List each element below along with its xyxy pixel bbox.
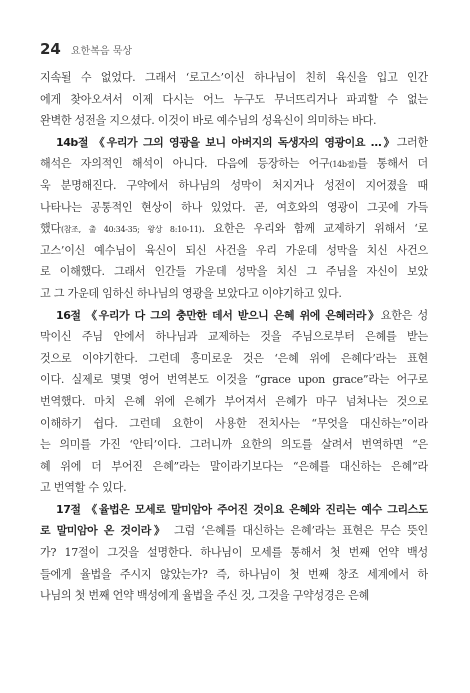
paragraph-p1: [40, 67, 428, 132]
running-head: [40, 40, 132, 62]
text-run: 요한은 성: [380, 308, 428, 322]
text-line: [40, 153, 428, 175]
text-run: 나타나는 공통적인 현상이 하나 있었다. 곧, 여호와의 영광이 그곳에 가득: [40, 200, 428, 214]
text-run: 고 그 가운데 임하신 하나님의 영광을 보았다고 이야기하고 있다.: [40, 286, 342, 300]
text-line: [40, 175, 428, 197]
text-run: 것으로 이야기한다. 그런데 흥미로운 것은 ‘은혜 위에 은혜다’라는 표현: [40, 351, 428, 365]
text-run: . 요한은 우리와 함께 교제하기 위해서 ‘로: [201, 222, 428, 236]
text-run: 가? 17절이 그것을 설명한다. 하나님이 모세를 통해서 첫 번째 언약 백성: [40, 546, 428, 560]
verse-heading: 로 말미암아 온 것이라》: [40, 524, 168, 538]
text-line: [40, 67, 428, 89]
text-line: [40, 261, 428, 283]
text-run: 고스’이신 예수님이 육신이 되신 사건을 우리 가운데 성막을 치신 사건으: [40, 243, 428, 257]
text-line: [40, 477, 428, 499]
body-text: [40, 67, 428, 607]
verse-heading: 14b절: [56, 135, 94, 149]
text-run: 번역했다. 마치 은혜 위에 은혜가 부어져서 은혜가 마구 넘쳐나는 것으로: [40, 394, 428, 408]
verse-heading: 16절: [56, 308, 87, 322]
paragraph-p4: [40, 499, 428, 607]
paragraph-p3: [40, 305, 428, 499]
verse-heading: 《우리가 그의 영광을 보니 아버지의 독생자의 영광이요 …》: [93, 135, 397, 149]
running-title: 요한복음 묵상: [70, 46, 133, 57]
text-run: 욱 분명해진다. 구약에서 하나님의 성막이 처지거나 성전이 지어졌을 때: [40, 178, 428, 192]
verse-heading: 17절: [56, 502, 87, 516]
text-line: [40, 89, 428, 111]
text-run: 했다: [40, 222, 61, 236]
text-run: 해석은 자의적인 해석이 아니다. 다음에 등장하는 어구: [40, 157, 330, 171]
text-line: [40, 413, 428, 435]
text-line: [40, 585, 428, 607]
paragraph-p2: [40, 132, 428, 305]
verse-heading: 《율법은 모세로 말미암아 주어진 것이요 은혜와 진리는 예수 그리스도: [86, 502, 428, 516]
text-line: [40, 132, 428, 154]
text-run: 나님의 첫 번째 언약 백성에게 율법을 주신 것, 그것을 구약성경은 은혜: [40, 589, 370, 603]
verse-heading: 《우리가 다 그의 충만한 데서 받으니 은혜 위에 은혜러라》: [86, 308, 381, 322]
text-line: [40, 391, 428, 413]
reference-note: (참조, 출 40:34-35; 왕상 8:10-11): [60, 225, 202, 235]
text-line: [40, 305, 428, 327]
text-line: [40, 564, 428, 586]
text-run: 로 이해했다. 그래서 인간들 가운데 성막을 치신 그 주님을 자신이 보았: [40, 265, 428, 279]
text-line: [40, 283, 428, 305]
text-line: [40, 326, 428, 348]
text-line: [40, 348, 428, 370]
text-run: 완벽한 성전을 지으셨다. 이것이 바로 예수님의 성육신이 의미하는 바다.: [40, 114, 377, 128]
reference-note: (14b절): [329, 160, 358, 170]
text-line: [40, 542, 428, 564]
text-line: [40, 520, 428, 542]
text-line: [40, 456, 428, 478]
text-line: [40, 369, 428, 391]
text-run: 그러한: [396, 135, 428, 149]
text-run: 막이신 주님 안에서 하나님과 교제하는 것을 주님으로부터 은혜를 받는: [40, 330, 428, 344]
text-run: 지속될 수 없었다. 그래서 ‘로고스’이신 하나님이 친히 육신을 입고 인간: [40, 71, 428, 84]
text-run: 는 의미를 가진 ‘안티’이다. 그러니까 요한의 의도를 살려서 번역하면 “은: [40, 438, 428, 452]
text-run: 고 번역할 수 있다.: [40, 481, 127, 495]
text-run: 들에게 율법을 주시지 않았는가? 즉, 하나님이 첫 번째 창조 세계에서 하: [40, 567, 428, 581]
text-line: [40, 218, 428, 240]
page-number: 24: [40, 40, 61, 58]
text-line: [40, 434, 428, 456]
text-run: 혜 위에 더 부어진 은혜”라는 말이라기보다는 “은혜를 대신하는 은혜”라: [40, 459, 428, 473]
text-line: [40, 240, 428, 262]
text-line: [40, 499, 428, 521]
text-line: [40, 110, 428, 132]
text-run: 이해하기 쉽다. 그런데 요한이 사용한 전치사는 “무엇을 대신하는”이라: [40, 416, 428, 430]
text-line: [40, 197, 428, 219]
text-run: 그럼 ‘은혜를 대신하는 은혜’라는 표현은 무슨 뜻인: [167, 524, 428, 538]
text-run: 이다. 실제로 몇몇 영어 번역본도 이것을 “grace upon grace”라는 어구로: [40, 373, 428, 387]
text-run: 를 통해서 더: [357, 157, 428, 171]
text-run: 에게 찾아오셔서 이제 다시는 어느 누구도 무너뜨리거나 파괴할 수 없는: [40, 92, 428, 106]
